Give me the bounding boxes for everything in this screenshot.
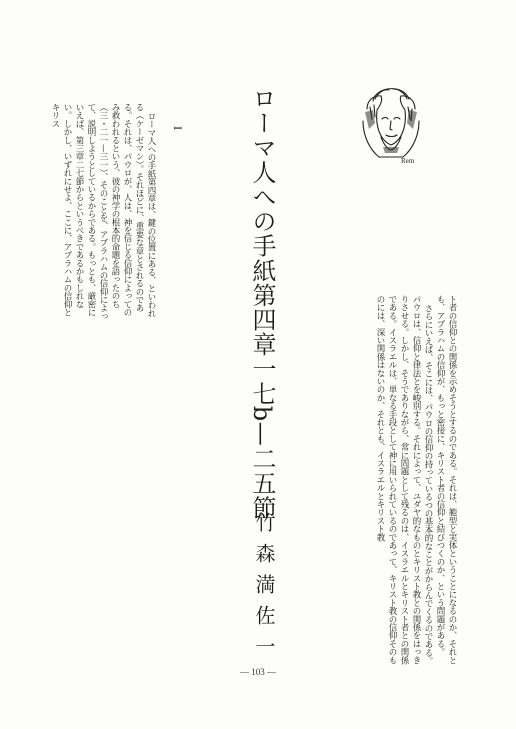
article-title: ローマ人への手紙第四章一七b—二五節 <box>248 86 276 521</box>
portrait-sketch-icon <box>353 79 429 165</box>
paragraph: ローマ人への手紙第四章は、鍵の位置にある、といわれる（ケーゼマン）。それほどに、重要な章とされるのである。それは、パウロが、人は、神を信じる信仰によってのみ救われるという、彼の神学の根本的命題を語ったのち（三・二一—三一）、そのことを、アブラハムの信仰によって、説明しようとしているからである。もっとも、厳密にいえば、第三章二七節からというべきであるかもしれない。しかし、いずれにせよ、ここに、アブラハムの信仰とキリス <box>50 103 156 321</box>
body-column-lower <box>333 295 458 665</box>
section-heading: I <box>171 126 185 130</box>
page-number: — 103 — <box>240 667 276 677</box>
author-name: 竹森満佐一 <box>252 512 276 667</box>
signature: Rem <box>401 157 415 165</box>
paragraph: ト者の信仰との関係を示めそうとするのである。それは、範型と実体ということになるのか、それとも、アブラハムの信仰が、もっと密接に、キリスト者の信仰と結びつくのか、という問題がある。 <box>435 295 457 665</box>
body-column-upper <box>37 103 157 323</box>
paragraph: さらにいえば、そこには、パウロの信仰の持っているつの基本的なことがからんでくるのである。パウロは、信仰と律法とを峻別する。それによって、ユダヤ的なものとキリスト教との関係をはっきりさせる。しかし、そうでありながら、常に問題として残るのは、イスラエルとキリスト者との関係である。イスラエルは、単なる手段として神に用いられているのであって、キリスト教の信仰そのものには、深い関係はないのか、それとも、イスラエルとキリスト教 <box>375 295 433 665</box>
